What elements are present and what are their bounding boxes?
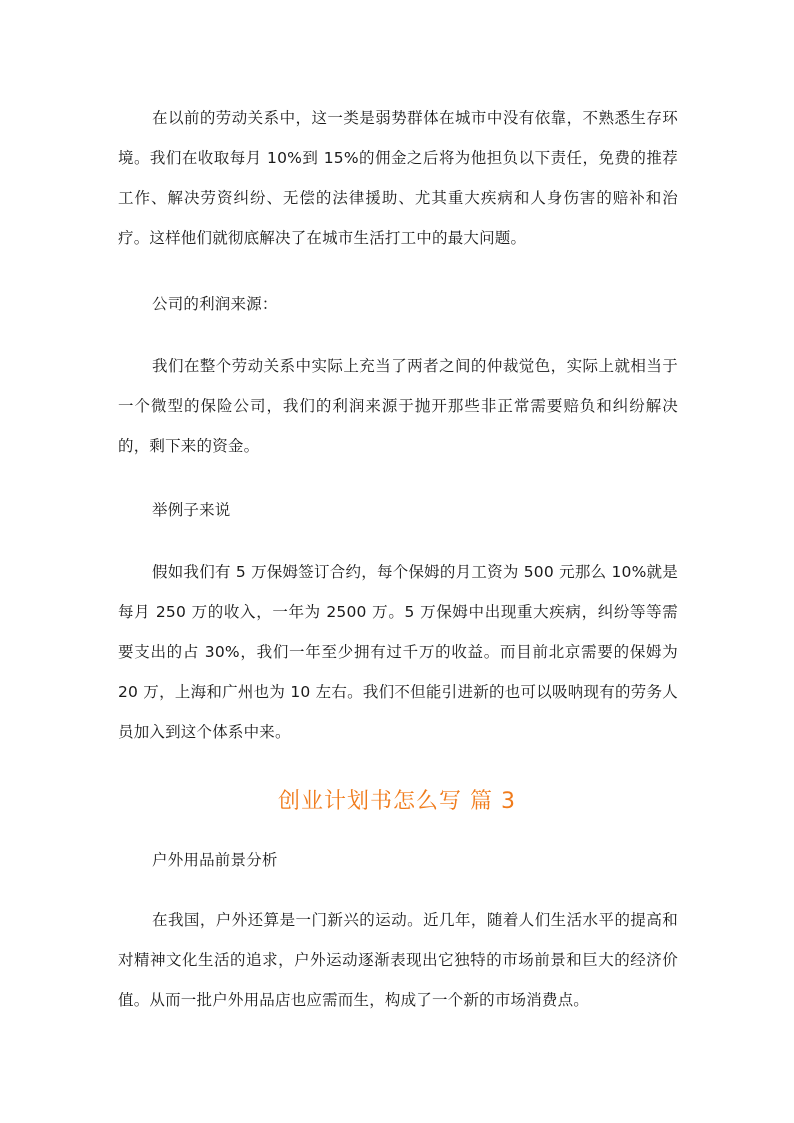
paragraph-labor-relations: 在以前的劳动关系中，这一类是弱势群体在城市中没有依靠，不熟悉生存环境。我们在收取每月 10%到 15%的佣金之后将为他担负以下责任，免费的推荐工作、解决劳资纠纷、无偿的法律援助、尤其重大疾病和人身伤害的赔补和治疗。这样他们就彻底解决了在城市生活打工中的最大问题。 <box>118 109 678 247</box>
paragraph-profit-source: 我们在整个劳动关系中实际上充当了两者之间的仲裁觉色，实际上就相当于一个微型的保险公司，我们的利润来源于抛开那些非正常需要赔负和纠纷解决的，剩下来的资金。 <box>118 357 678 455</box>
section-heading: 创业计划书怎么写 篇 3 <box>278 789 516 814</box>
paragraph-example: 假如我们有 5 万保姆签订合约，每个保姆的月工资为 500 元那么 10%就是每月 250 万的收入，一年为 2500 万。5 万保姆中出现重大疾病，纠纷等等需要支出的占 30%，我们一年至少拥有过千万的收益。而目前北京需要的保姆为 20 万，上海和广州也为 10 左右。我们不但能引进新的也可以吸呐现有的劳务人员加入到这个体系中来。 <box>118 563 678 741</box>
paragraph-profit-source-heading: 公司的利润来源： <box>152 295 278 313</box>
paragraph-outdoor-market: 在我国，户外还算是一门新兴的运动。近几年，随着人们生活水平的提高和对精神文化生活的追求，户外运动逐渐表现出它独特的市场前景和巨大的经济价值。从而一批户外用品店也应需而生，构成了一个新的市场消费点。 <box>118 911 678 1009</box>
paragraph-example-heading: 举例子来说 <box>152 501 231 519</box>
paragraph-outdoor-heading: 户外用品前景分析 <box>152 851 278 869</box>
